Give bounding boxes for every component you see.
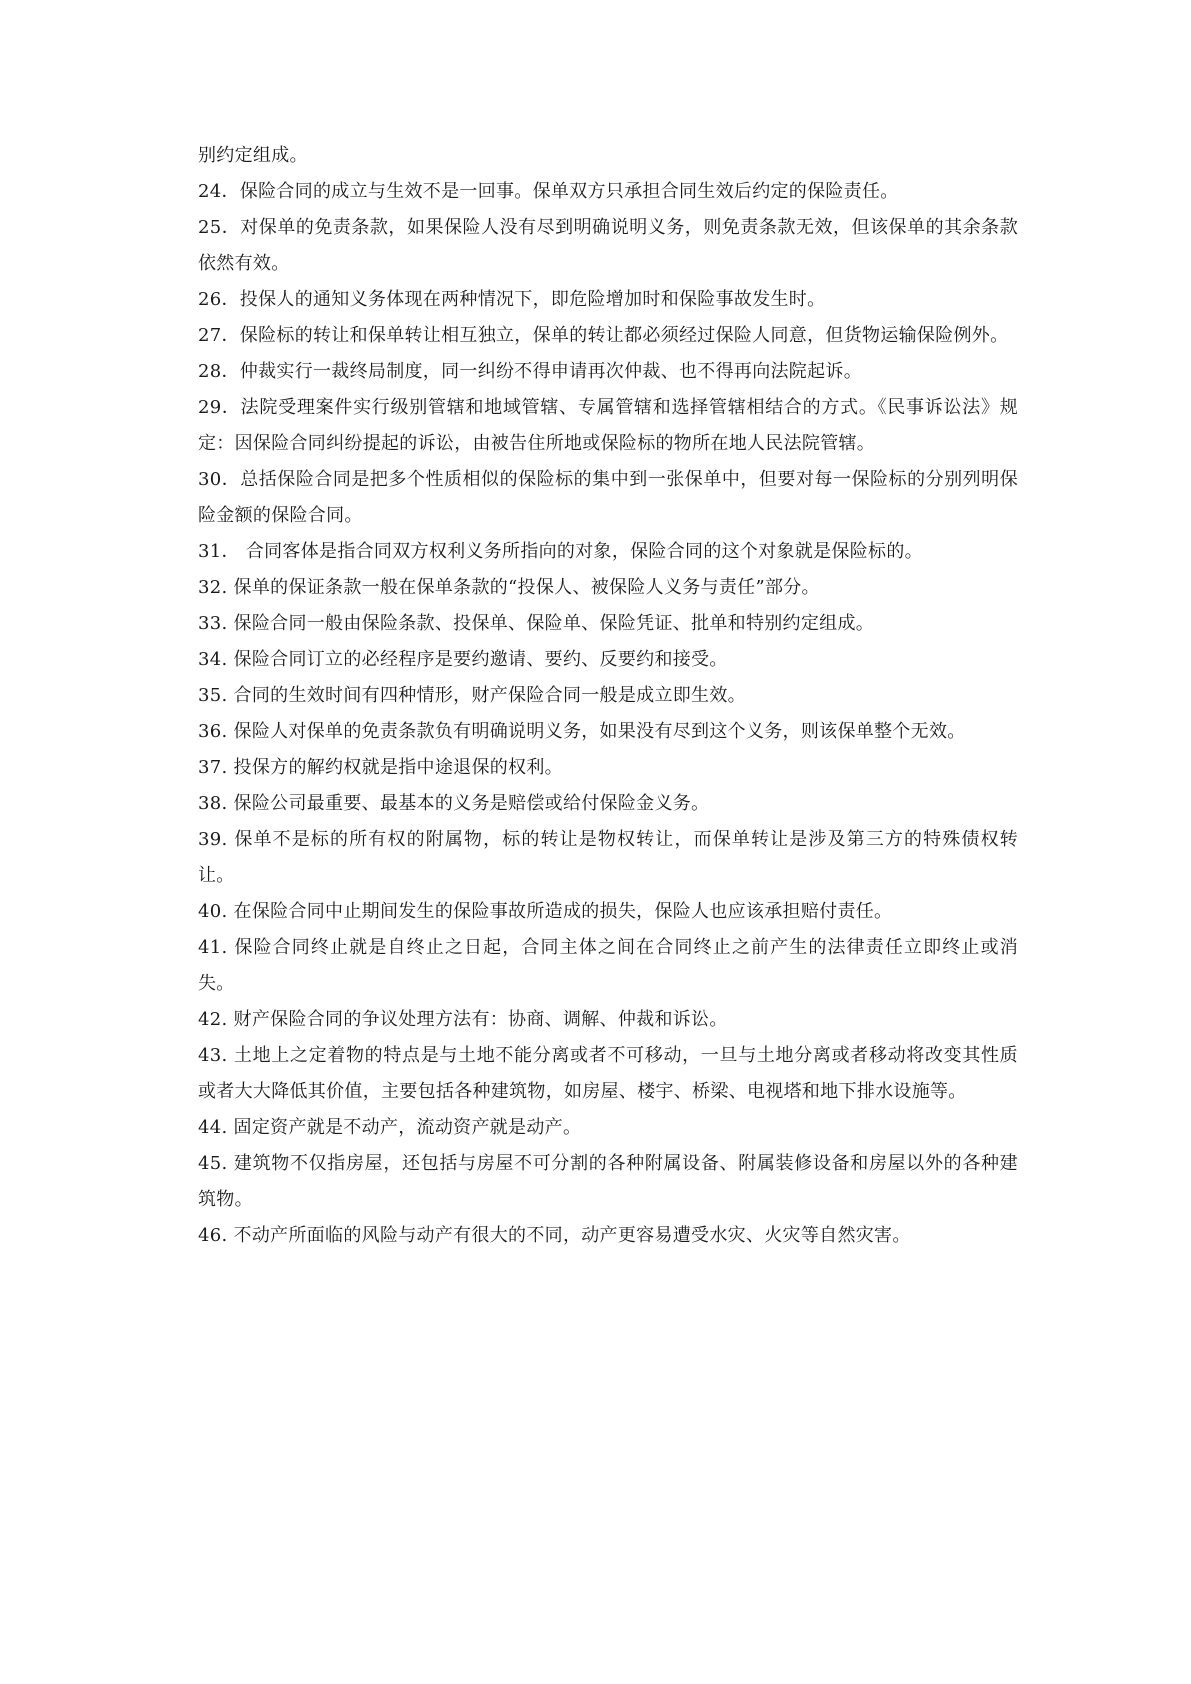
- statement-30: 30．总括保险合同是把多个性质相似的保险标的集中到一张保单中，但要对每一保险标的分别列明保险金额的保险合同。: [198, 469, 1018, 526]
- statement-38: 38. 保险公司最重要、最基本的义务是赔偿或给付保险金义务。: [198, 793, 710, 814]
- statement-34: 34. 保险合同订立的必经程序是要约邀请、要约、反要约和接受。: [198, 649, 728, 670]
- statement-29: 29．法院受理案件实行级别管辖和地域管辖、专属管辖和选择管辖相结合的方式。《民事诉讼法》规定：因保险合同纠纷提起的诉讼，由被告住所地或保险标的物所在地人民法院管辖。: [198, 397, 1018, 454]
- statement-40: 40. 在保险合同中止期间发生的保险事故所造成的损失，保险人也应该承担赔付责任。: [198, 901, 893, 922]
- statement-33: 33. 保险合同一般由保险条款、投保单、保险单、保险凭证、批单和特别约定组成。: [198, 613, 875, 634]
- document-body: [198, 138, 1018, 1254]
- statement-continuation: 别约定组成。: [198, 145, 308, 166]
- statement-36: 36. 保险人对保单的免责条款负有明确说明义务，如果没有尽到这个义务，则该保单整个无效。: [198, 721, 966, 742]
- statement-42: 42. 财产保险合同的争议处理方法有：协商、调解、仲裁和诉讼。: [198, 1009, 728, 1030]
- statement-37: 37. 投保方的解约权就是指中途退保的权利。: [198, 757, 563, 778]
- statement-41: 41. 保险合同终止就是自终止之日起，合同主体之间在合同终止之前产生的法律责任立即终止或消失。: [198, 937, 1018, 994]
- statement-45: 45. 建筑物不仅指房屋，还包括与房屋不可分割的各种附属设备、附属装修设备和房屋以外的各种建筑物。: [198, 1153, 1018, 1210]
- statement-28: 28．仲裁实行一裁终局制度，同一纠纷不得申请再次仲裁、也不得再向法院起诉。: [198, 361, 863, 382]
- statement-31: 31． 合同客体是指合同双方权利义务所指向的对象，保险合同的这个对象就是保险标的。: [198, 541, 923, 562]
- statement-27: 27．保险标的转让和保单转让相互独立，保单的转让都必须经过保险人同意，但货物运输保险例外。: [198, 325, 1009, 346]
- statement-43: 43. 土地上之定着物的特点是与土地不能分离或者不可移动，一旦与土地分离或者移动将改变其性质或者大大降低其价值，主要包括各种建筑物，如房屋、楼宇、桥梁、电视塔和地下排水设施等。: [198, 1045, 1018, 1102]
- statement-26: 26．投保人的通知义务体现在两种情况下，即危险增加时和保险事故发生时。: [198, 289, 826, 310]
- statement-24: 24．保险合同的成立与生效不是一回事。保单双方只承担合同生效后约定的保险责任。: [198, 181, 899, 202]
- statement-25: 25．对保单的免责条款，如果保险人没有尽到明确说明义务，则免责条款无效，但该保单的其余条款依然有效。: [198, 217, 1018, 274]
- statement-46: 46. 不动产所面临的风险与动产有很大的不同，动产更容易遭受水灾、火灾等自然灾害。: [198, 1225, 911, 1246]
- statement-44: 44. 固定资产就是不动产，流动资产就是动产。: [198, 1117, 582, 1138]
- statement-32: 32. 保单的保证条款一般在保单条款的“投保人、被保险人义务与责任”部分。: [198, 577, 820, 598]
- statement-39: 39. 保单不是标的所有权的附属物，标的转让是物权转让，而保单转让是涉及第三方的特殊债权转让。: [198, 829, 1018, 886]
- statement-35: 35. 合同的生效时间有四种情形，财产保险合同一般是成立即生效。: [198, 685, 746, 706]
